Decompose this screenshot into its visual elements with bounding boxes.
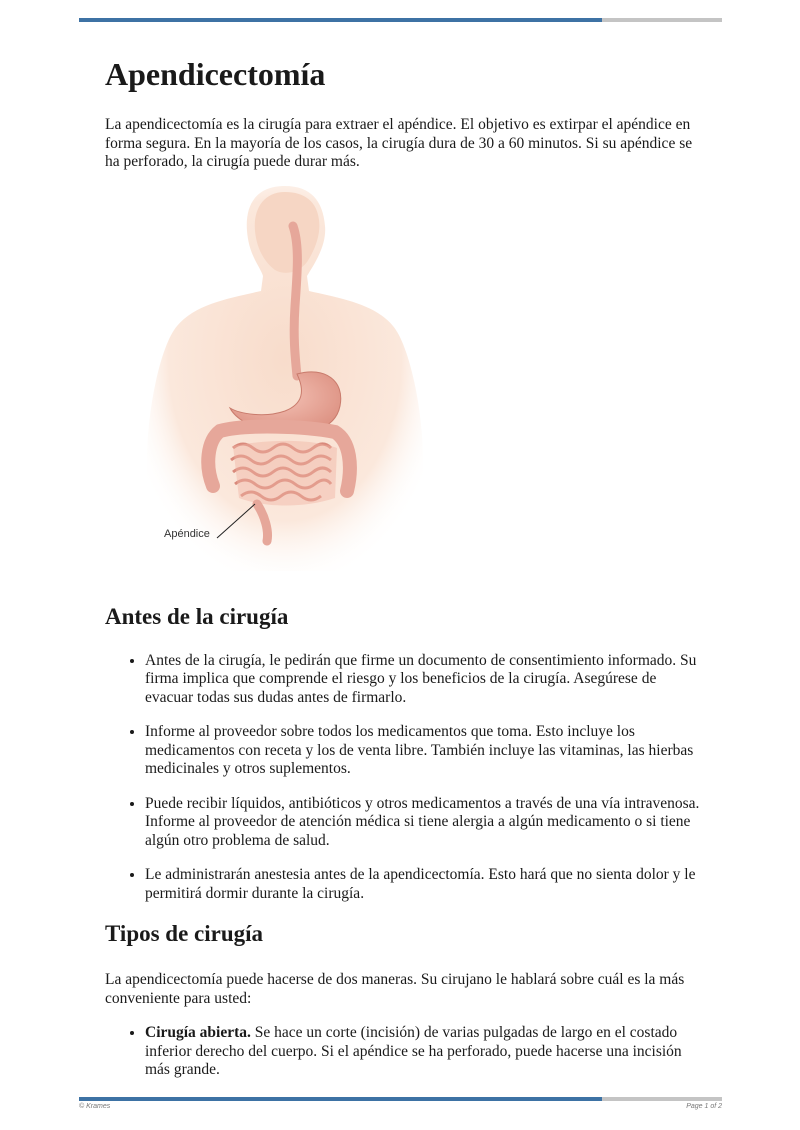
list-item: • Antes de la cirugía, le pedirán que firme un documento de consentimiento informado. Su firma implica que comprende el riesgo y los beneficios de la cirugía. Asegúrese de evacuar todas sus dudas antes de firmarlo. — [145, 652, 705, 708]
section-heading-tipos: Tipos de cirugía — [105, 921, 264, 946]
top-rule — [79, 18, 722, 22]
list-item-bold-lead: Cirugía abierta. — [145, 1024, 251, 1041]
top-rule-blue — [79, 18, 602, 22]
footer-copyright: © Krames — [79, 1103, 111, 1110]
anatomy-illustration — [135, 186, 435, 576]
section-heading-antes: Antes de la cirugía — [105, 603, 289, 629]
footer-page-number: Page 1 of 2 — [686, 1103, 722, 1110]
list-item: • Le administrarán anestesia antes de la apendicectomía. Esto hará que no sienta dolor y le permitirá dormir durante la cirugía. — [145, 866, 705, 903]
tipos-list — [105, 1024, 705, 1080]
page-title: Apendicectomía — [105, 56, 326, 92]
appendix-label: Apéndice — [164, 527, 210, 540]
document-body — [105, 54, 705, 1096]
bottom-rule — [79, 1097, 722, 1101]
tipos-intro-paragraph: La apendicectomía puede hacerse de dos maneras. Su cirujano le hablará sobre cuál es la más conveniente para usted: — [105, 971, 685, 1007]
list-item — [145, 1024, 705, 1080]
list-item: • Informe al proveedor sobre todos los medicamentos que toma. Esto incluye los medicamentos con receta y los de venta libre. También incluye las vitaminas, las hierbas medicinales y otros suplementos. — [145, 723, 705, 779]
torso-digestive-illustration — [135, 186, 435, 576]
bottom-rule-blue — [79, 1097, 602, 1101]
top-rule-gray — [602, 18, 722, 22]
intro-paragraph: La apendicectomía es la cirugía para extraer el apéndice. El objetivo es extirpar el apéndice en forma segura. En la mayoría de los casos, la cirugía dura de 30 a 60 minutos. Si su apéndice se ha perforado, la cirugía puede durar más. — [105, 116, 693, 170]
list-item: • Puede recibir líquidos, antibióticos y otros medicamentos a través de una vía intravenosa. Informe al proveedor de atención médica si tiene alergia a algún medicamento o si tiene algún otro problema de salud. — [145, 795, 705, 851]
list-item-text: Se hace un corte (incisión) de varias pulgadas de largo en el costado inferior derecho del cuerpo. Si el apéndice se ha perforado, puede hacerse una incisión más grande. — [145, 1024, 682, 1078]
bottom-rule-gray — [602, 1097, 722, 1101]
antes-list — [105, 652, 705, 904]
